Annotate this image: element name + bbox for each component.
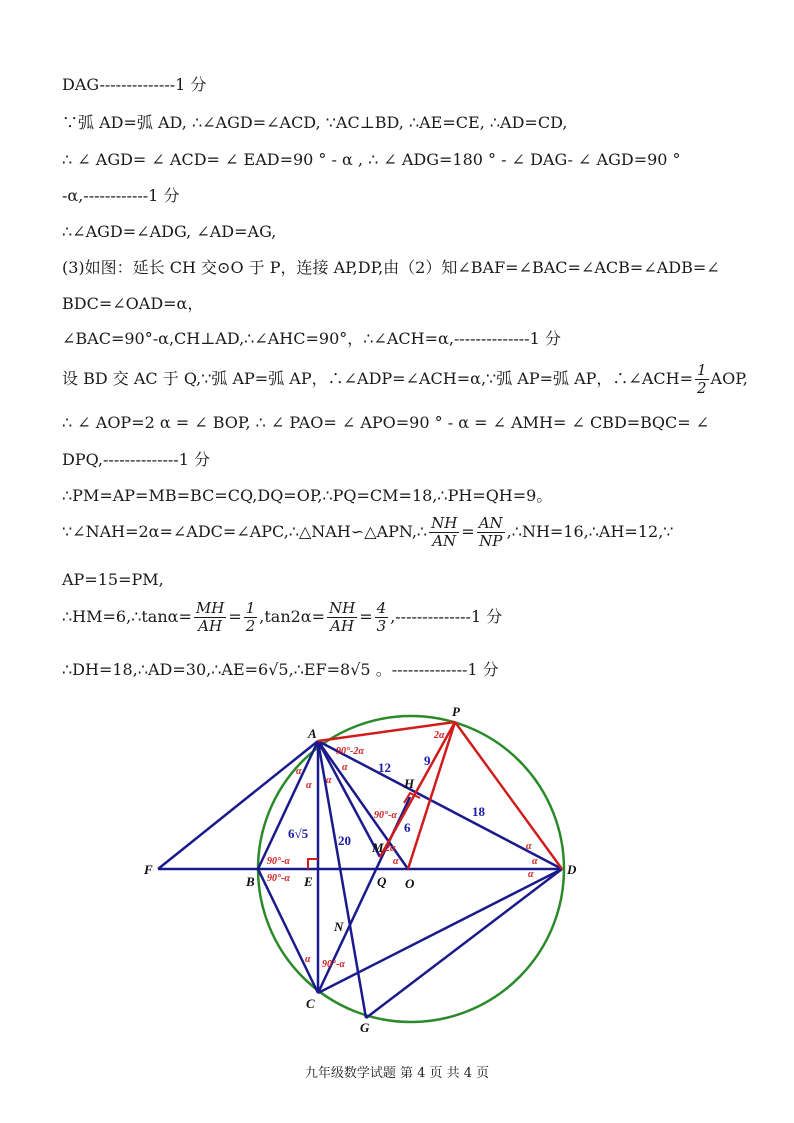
label-m: M: [372, 840, 384, 855]
fraction-numerator: MH: [195, 599, 225, 617]
angle-label: α: [532, 856, 538, 867]
line15-tail: ,--------------1 分: [390, 607, 503, 626]
fraction-denominator: 3: [376, 617, 387, 635]
right-angle-e: [308, 859, 318, 869]
length-12: 12: [378, 760, 391, 775]
angle-label: α: [342, 762, 348, 773]
line9-tail: AOP,: [710, 369, 748, 388]
tan2a-text: ,tan2α=: [259, 607, 326, 626]
angle-label: α: [326, 775, 332, 786]
angle-label: α: [296, 766, 302, 777]
text-line-3: ∴ ∠ AGD= ∠ ACD= ∠ EAD=90 ° - α , ∴ ∠ ADG=180 ° - ∠ DAG- ∠ AGD=90 °: [62, 150, 681, 169]
label-o: O: [405, 876, 415, 891]
text-line-8: ∠BAC=90°-α,CH⊥AD,∴∠AHC=90°，∴∠ACH=α,--------------1 分: [62, 329, 561, 348]
blue-lines: [158, 741, 562, 1018]
label-p: P: [452, 704, 460, 719]
line13-tail: ,∴NH=16,∴AH=12,∵: [506, 522, 674, 541]
line-ab: [258, 741, 318, 869]
fraction-denominator: AN: [432, 532, 457, 550]
text-line-14: AP=15=PM,: [62, 570, 164, 589]
fraction-numerator: NH: [431, 514, 458, 532]
angle-label: α: [393, 856, 399, 867]
fraction-denominator: AH: [330, 617, 355, 635]
label-n: N: [334, 919, 344, 934]
fraction-numerator: AN: [478, 514, 503, 532]
label-b: B: [246, 874, 255, 889]
length-18: 18: [472, 804, 485, 819]
line13-text: ∵∠NAH=2α=∠ADC=∠APC,∴△NAH∽△APN,∴: [62, 522, 428, 541]
fraction-numerator: 1: [697, 361, 707, 379]
angle-label: 2α: [434, 730, 445, 741]
text-line-7: BDC=∠OAD=α，: [62, 294, 204, 313]
text-line-11: DPQ,--------------1 分: [62, 450, 210, 469]
line-gd: [366, 869, 562, 1018]
label-q: Q: [377, 874, 387, 889]
angle-label: 90°-α: [267, 873, 290, 884]
text-line-6: (3)如图：延长 CH 交⊙O 于 P，连接 AP,DP,由（2）知∠BAF=∠BAC=∠ACB=∠ADB=∠: [62, 258, 720, 277]
angle-label: α: [528, 869, 534, 880]
line15-text: ∴HM=6,∴tanα=: [62, 607, 192, 626]
equals-sign: =: [461, 522, 475, 541]
label-d: D: [567, 862, 577, 877]
length-6: 6: [404, 820, 411, 835]
page-footer: 九年级数学试题 第 4 页 共 4 页: [304, 1066, 490, 1081]
line9-text: 设 BD 交 AC 于 Q,∵弧 AP=弧 AP，∴∠ADP=∠ACH=α,∵弧 AP=弧 AP，∴∠ACH=: [62, 369, 693, 388]
fraction-denominator: 2: [245, 617, 256, 635]
fraction-numerator: 4: [376, 599, 387, 617]
line-cd: [318, 869, 562, 993]
label-f: F: [144, 862, 153, 877]
fraction-numerator: 1: [245, 599, 256, 617]
label-a: A: [308, 726, 317, 741]
equals-sign: =: [228, 607, 242, 626]
angle-label: α: [526, 841, 532, 852]
text-line-10: ∴ ∠ AOP=2 α = ∠ BOP, ∴ ∠ PAO= ∠ APO=90 ° - α = ∠ AMH= ∠ CBD=BQC= ∠: [62, 413, 710, 432]
angle-label: 90°-α: [322, 959, 345, 970]
length-20: 20: [338, 833, 351, 848]
text-line-5: ∴∠AGD=∠ADG, ∠AD=AG,: [62, 222, 277, 241]
angle-label: 2α: [385, 843, 396, 854]
text-line-4: -α,------------1 分: [62, 186, 180, 205]
label-c: C: [306, 996, 315, 1011]
fraction-numerator: NH: [329, 599, 356, 617]
fraction-denominator: NP: [479, 532, 503, 550]
text-line-2: ∵弧 AD=弧 AD, ∴∠AGD=∠ACD, ∵AC⊥BD, ∴AE=CE, ∴AD=CD,: [62, 113, 568, 132]
text-line-16: ∴DH=18,∴AD=30,∴AE=6√5,∴EF=8√5 。--------------1 分: [62, 660, 499, 679]
angle-label: 90°-2α: [336, 746, 364, 757]
angle-label: α: [306, 780, 312, 791]
text-line-1: DAG--------------1 分: [62, 75, 207, 94]
text-line-12: ∴PM=AP=MB=BC=CQ,DQ=OP,∴PQ=CM=18,∴PH=QH=9。: [62, 486, 553, 505]
label-g: G: [360, 1020, 370, 1035]
line-fa: [158, 741, 318, 869]
equals-sign: =: [359, 607, 373, 626]
label-h: H: [404, 776, 415, 791]
angle-label: 90°-α: [374, 810, 397, 821]
length-9: 9: [424, 753, 431, 768]
label-e: E: [304, 874, 313, 889]
length-6sqrt5: 6√5: [288, 826, 309, 841]
angle-label: α: [305, 954, 311, 965]
fraction-denominator: 2: [697, 379, 707, 397]
fraction-denominator: AH: [198, 617, 223, 635]
angle-label: 90°-α: [267, 856, 290, 867]
